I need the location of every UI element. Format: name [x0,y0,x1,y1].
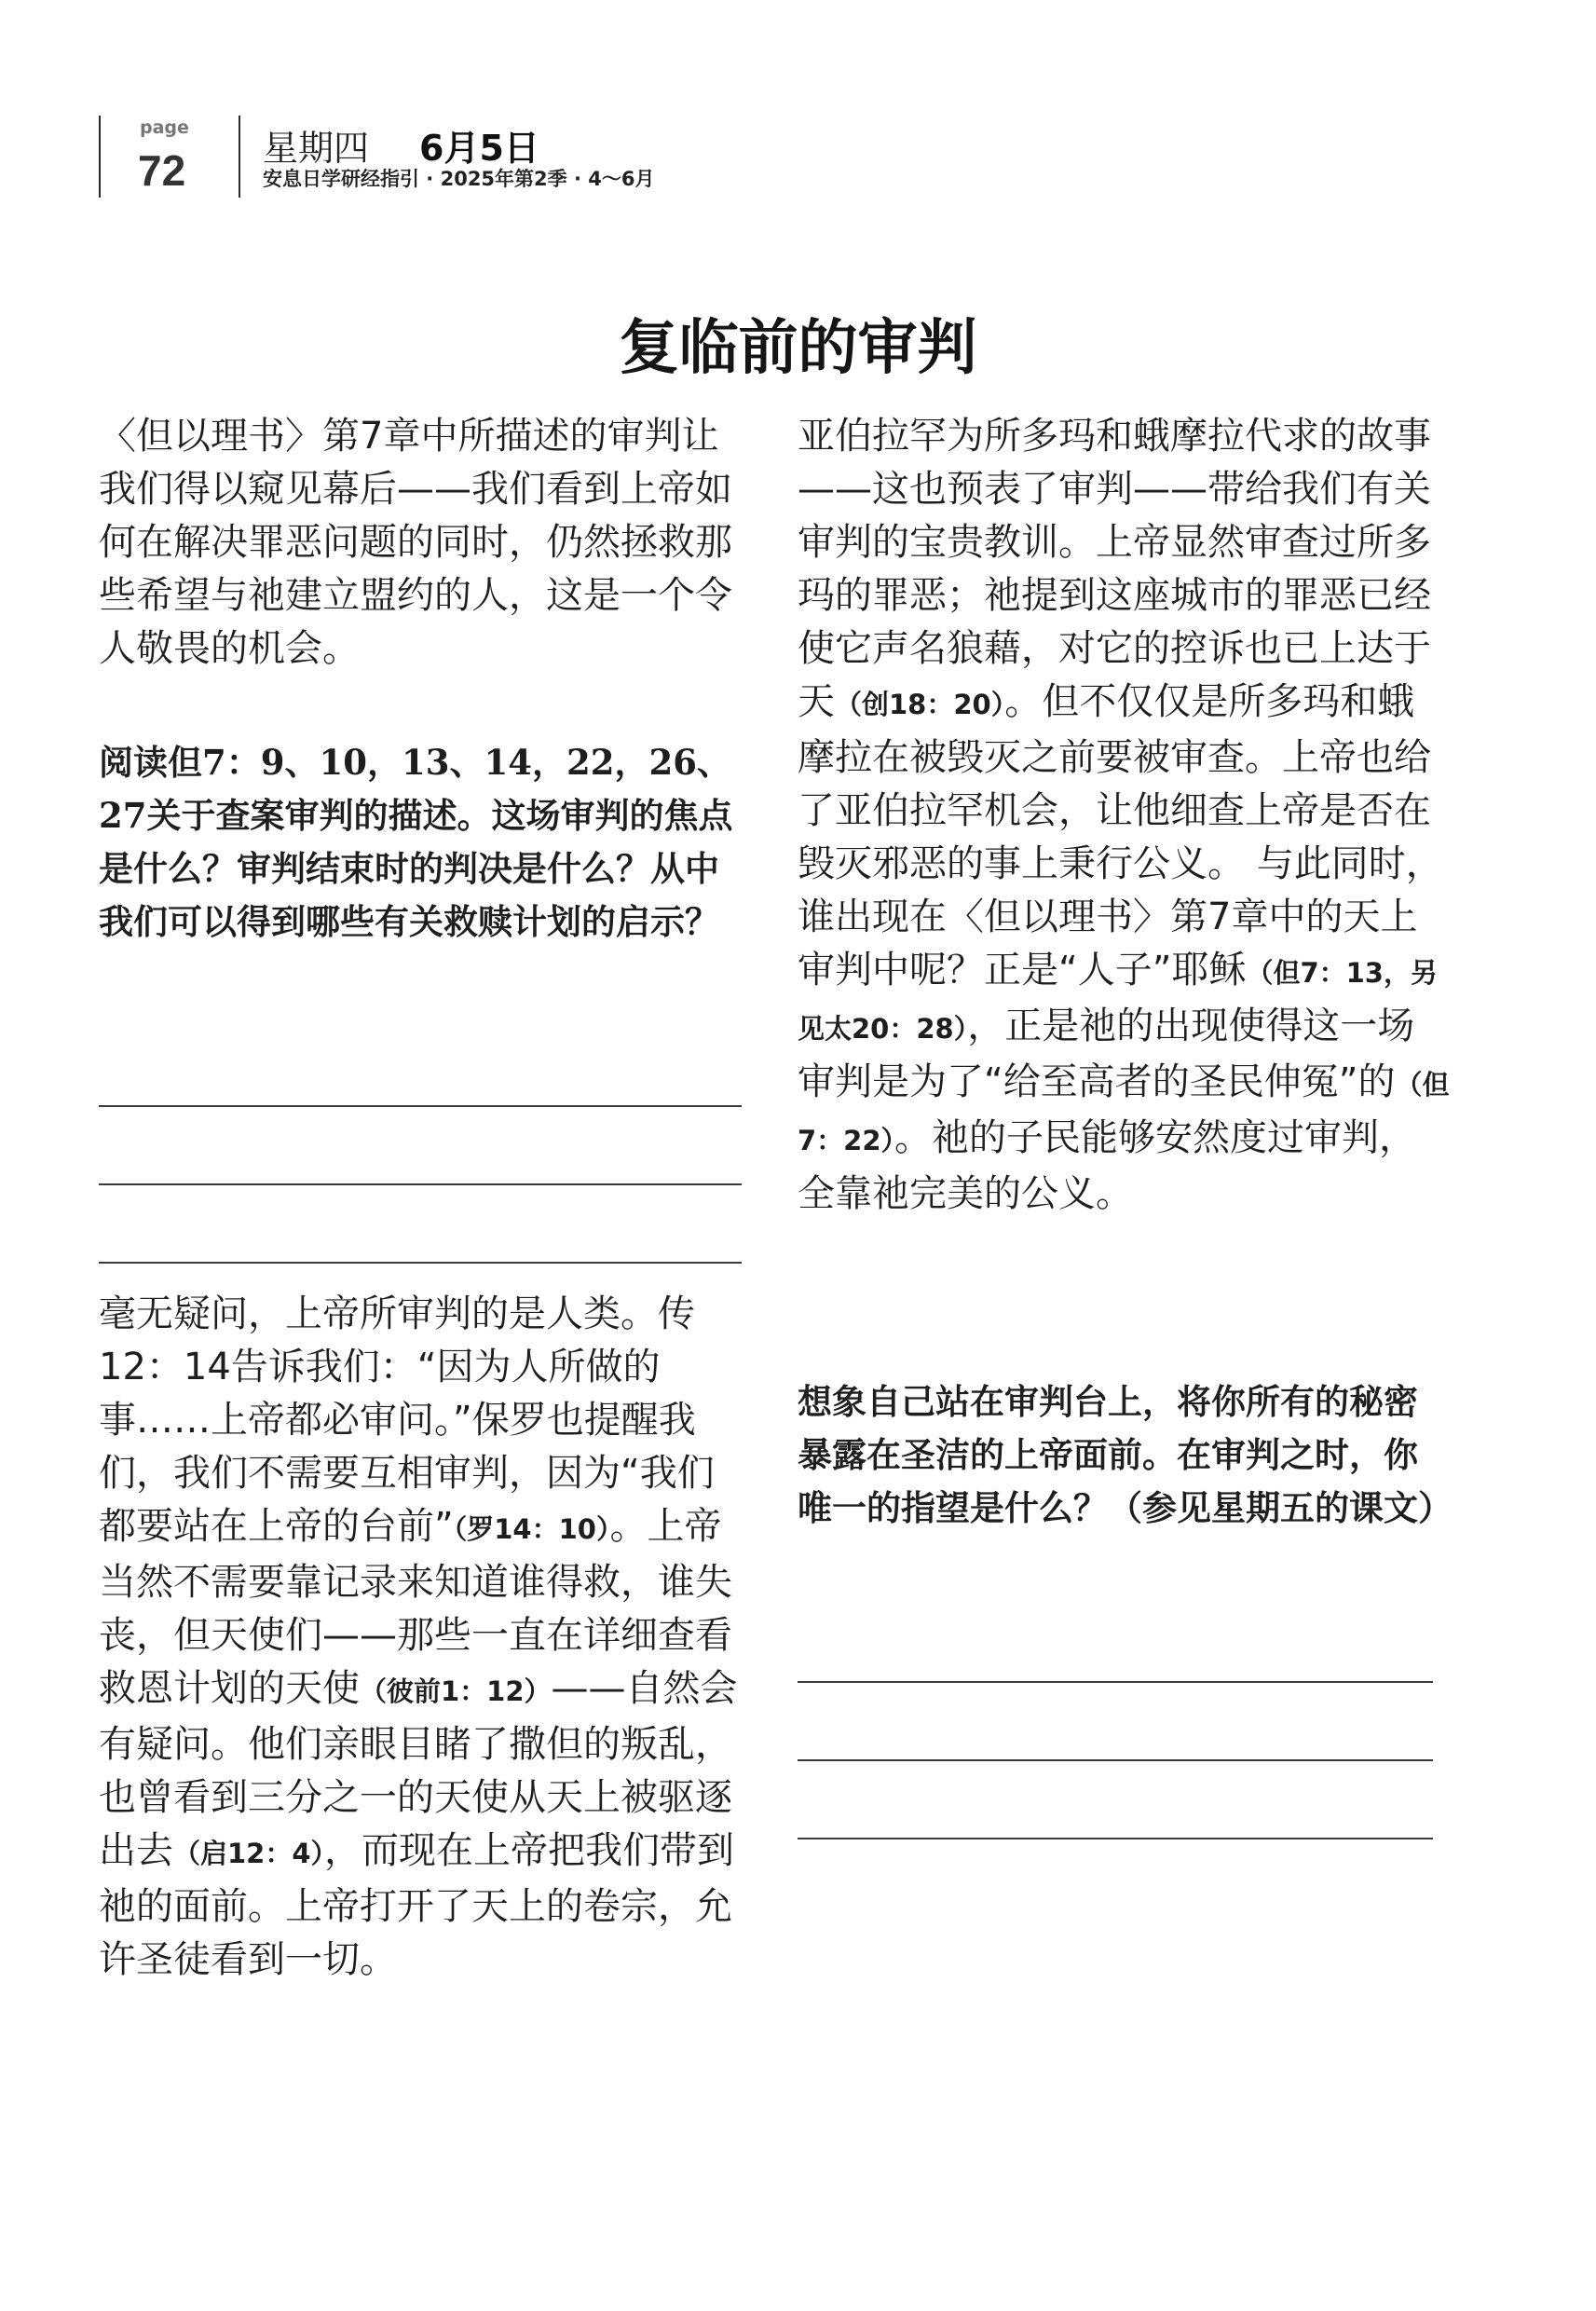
left-question-block [99,736,749,949]
right-column [798,410,1450,1221]
scripture-ref: （但7：13，另见太20：28） [798,957,1438,1045]
scripture-ref: （但7：22） [798,1069,1450,1156]
intro-paragraph: 〈但以理书〉第7章中所描述的审判让我们得以窥见幕后——我们看到上帝如何在解决罪恶问题的同时，仍然拯救那些希望与祂建立盟约的人，这是一个令人敬畏的机会。 [99,415,732,670]
answer-line[interactable] [99,1183,742,1185]
header-date: 6月5日 [419,128,539,169]
scripture-ref: （启12：4） [173,1838,325,1869]
answer-line[interactable] [798,1681,1433,1683]
page-number: 72 [138,146,186,195]
page-divider-right [239,116,240,198]
left-body-block [99,1288,749,1987]
reflection-question: 想象自己站在审判台上，将你所有的秘密暴露在圣洁的上帝面前。在审判之时，你唯一的指望是什么？（参见星期五的课文） [798,1381,1453,1528]
page-divider-left [99,116,101,198]
header-subtitle: 安息日学研经指引 · 2025年第2季 · 4～6月 [263,168,655,190]
answer-line[interactable] [798,1759,1433,1761]
right-question-block [798,1375,1453,1535]
answer-line[interactable] [798,1838,1433,1839]
study-question: 阅读但7：9、10，13、14，22，26、27关于查案审判的描述。这场审判的焦点是什么？审判结束时的判决是什么？从中我们可以得到哪些有关救赎计划的启示？ [99,742,733,942]
page-label: page [140,117,189,138]
answer-line[interactable] [99,1262,742,1264]
left-column [99,410,749,676]
page-title: 复临前的审判 [619,313,977,383]
scripture-ref: （创18：20） [835,689,1005,720]
header-day: 星期四 [263,128,370,169]
answer-line[interactable] [99,1105,742,1107]
body-paragraph: 毫无疑问，上帝所审判的是人类。传12：14告诉我们：“因为人所做的事……上帝都必审问。”保罗也提醒我们，我们不需要互相审判，因为“我们都要站在上帝的台前”（罗14：10）。上帝当然不需要靠记录来知道谁得救，谁失丧，但天使们——那些一直在详细查看救恩计划的天使（彼前1：12）——自然会有疑问。他们亲眼目睹了撒但的叛乱，也曾看到三分之一的天使从天上被驱逐出去（启12：4），而现在上帝把我们带到祂的面前。上帝打开了天上的卷宗，允许圣徒看到一切。 [99,1292,738,1981]
scripture-ref: （罗14：10） [453,1513,610,1545]
body-paragraph: 亚伯拉罕为所多玛和蛾摩拉代求的故事——这也预表了审判——带给我们有关审判的宝贵教训。上帝显然审查过所多玛的罪恶；祂提到这座城市的罪恶已经使它声名狼藉，对它的控诉也已上达于天（创18：20）。但不仅仅是所多玛和蛾摩拉在被毁灭之前要被审查。上帝也给了亚伯拉罕机会，让他细查上帝是否在毁灭邪恶的事上秉行公义。 与此同时，谁出现在〈但以理书〉第7章中的天上审判中呢？正是“人子”耶稣（但7：13，另见太20：28），正是祂的出现使得这一场审判是为了“给至高者的圣民伸冤”的（但7：22）。祂的子民能够安然度过审判，全靠祂完美的公义。 [798,415,1450,1215]
scripture-ref: （彼前1：12） [360,1675,552,1707]
